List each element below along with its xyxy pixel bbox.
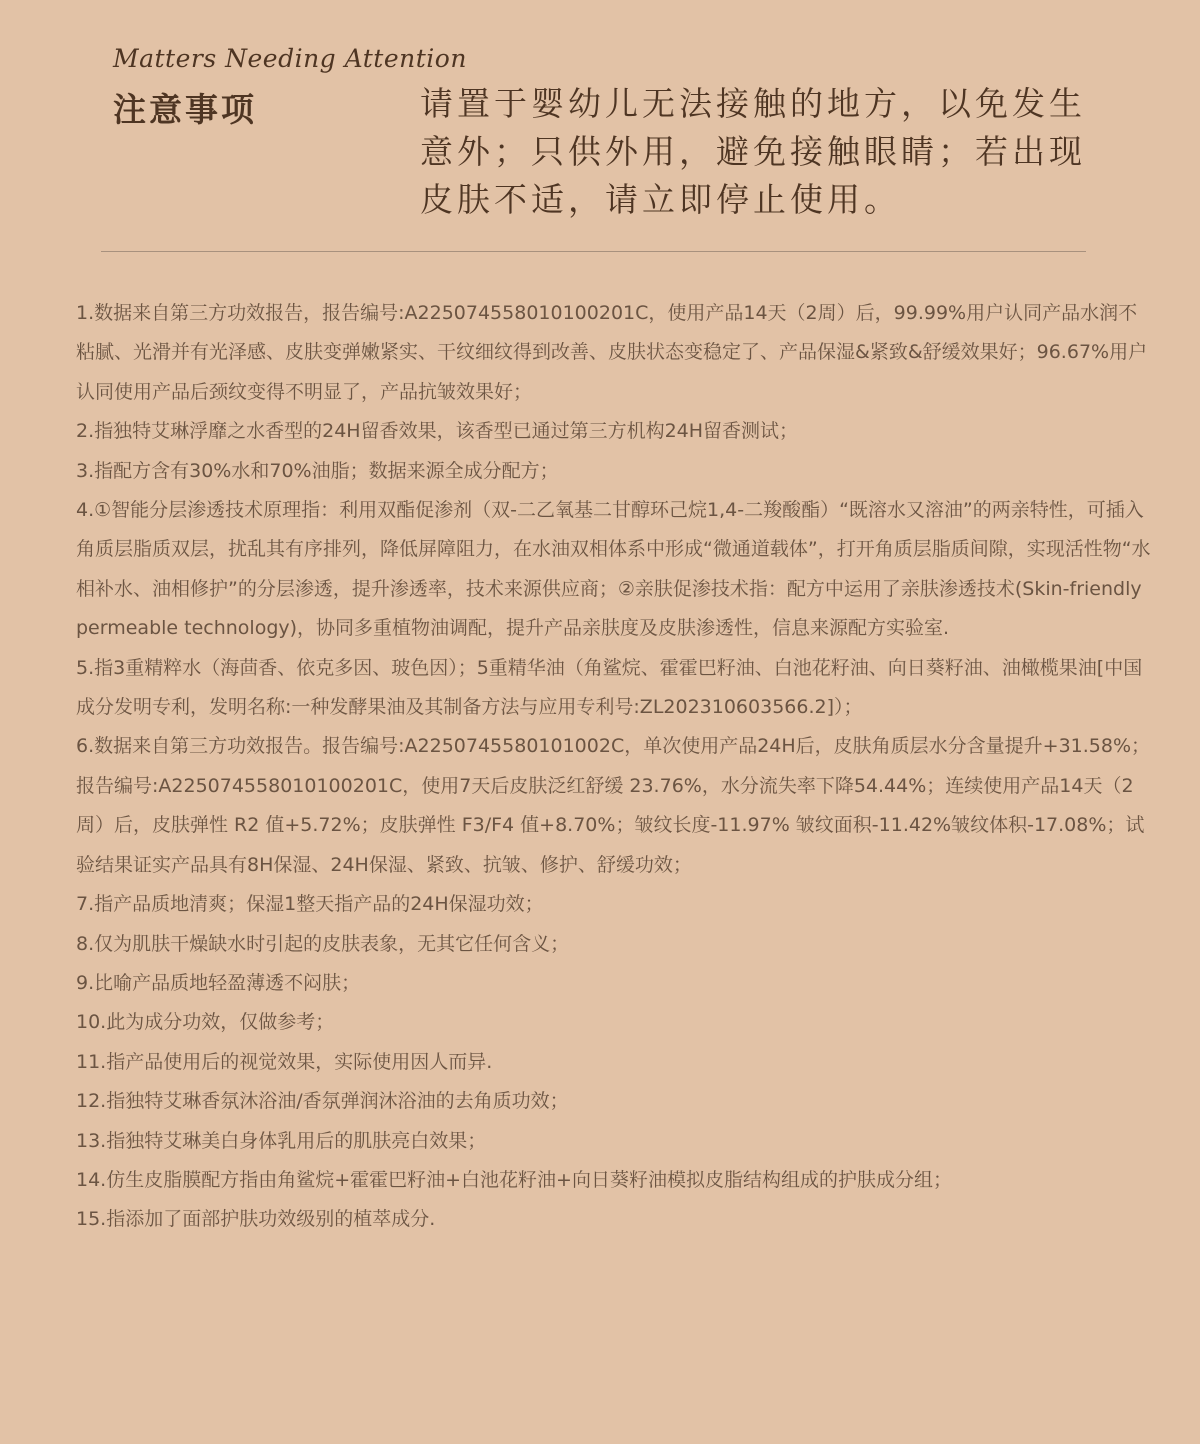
divider-line xyxy=(101,251,1086,252)
footnote-item: 4.①智能分层渗透技术原理指：利用双酯促渗剂（双-二乙氧基二甘醇环己烷1,4-二羧酸酯）“既溶水又溶油”的两亲特性，可插入角质层脂质双层，扰乱其有序排列，降低屏障阻力，在水油双相体系中形成“微通道载体”，打开角质层脂质间隙，实现活性物“水相补水、油相修护”的分层渗透，提升渗透率，技术来源供应商；②亲肤促渗技术指：配方中运用了亲肤渗透技术(Skin-friendly permeable technology)，协同多重植物油调配，提升产品亲肤度及皮肤渗透性，信息来源配方实验室. xyxy=(76,499,1151,640)
footnote-item: 7.指产品质地清爽；保湿1整天指产品的24H保湿功效； xyxy=(76,893,544,916)
footnote-item: 15.指添加了面部护肤功效级别的植萃成分. xyxy=(76,1208,436,1231)
title-chinese: 注意事项 xyxy=(113,90,257,129)
footnote-item: 11.指产品使用后的视觉效果，实际使用因人而异. xyxy=(76,1050,493,1073)
footnote-item: 8.仅为肌肤干燥缺水时引起的皮肤表象，无其它任何含义； xyxy=(76,932,570,955)
title-english: Matters Needing Attention xyxy=(113,44,467,73)
footnote-item: 14.仿生皮脂膜配方指由角鲨烷+霍霍巴籽油+白池花籽油+向日葵籽油模拟皮脂结构组成的护肤成分组； xyxy=(76,1168,952,1191)
footnote-item: 10.此为成分功效，仅做参考； xyxy=(76,1011,335,1034)
footnote-item: 12.指独特艾琳香氛沐浴油/香氛弹润沐浴油的去角质功效； xyxy=(76,1090,569,1113)
warning-text: 请置于婴幼儿无法接触的地方，以免发生意外；只供外用，避免接触眼睛；若出现皮肤不适，请立即停止使用。 xyxy=(420,84,1086,219)
footnote-item: 5.指3重精粹水（海茴香、依克多因、玻色因）；5重精华油（角鲨烷、霍霍巴籽油、白池花籽油、向日葵籽油、油橄榄果油[中国成分发明专利，发明名称:一种发酵果油及其制备方法与应用专利号:ZL202310603566.2]）； xyxy=(76,656,1143,719)
footnote-item: 9.比喻产品质地轻盈薄透不闷肤； xyxy=(76,971,361,994)
footnote-item: 2.指独特艾琳浮靡之水香型的24H留香效果，该香型已通过第三方机构24H留香测试； xyxy=(76,420,799,443)
footnote-item: 13.指独特艾琳美白身体乳用后的肌肤亮白效果； xyxy=(76,1129,487,1152)
footnotes-list xyxy=(76,294,1156,1240)
footnote-item: 3.指配方含有30%水和70%油脂；数据来源全成分配方； xyxy=(76,459,559,482)
footnote-item: 6.数据来自第三方功效报告。报告编号:A2250745580101002C，单次使用产品24H后，皮肤角质层水分含量提升+31.58%；报告编号:A225074558010100201C，使用7天后皮肤泛红舒缓 23.76%，水分流失率下降54.44%；连续使用产品14天（2周）后，皮肤弹性 R2 值+5.72%；皮肤弹性 F3/F4 值+8.70%；皱纹长度-11.97% 皱纹面积-11.42%皱纹体积-17.08%；试验结果证实产品具有8H保湿、24H保湿、紧致、抗皱、修护、舒缓功效； xyxy=(76,735,1151,876)
footnote-item: 1.数据来自第三方功效报告，报告编号:A225074558010100201C，使用产品14天（2周）后，99.99%用户认同产品水润不粘腻、光滑并有光泽感、皮肤变弹嫩紧实、干纹细纹得到改善、皮肤状态变稳定了、产品保湿&紧致&舒缓效果好；96.67%用户认同使用产品后颈纹变得不明显了，产品抗皱效果好； xyxy=(76,302,1148,403)
